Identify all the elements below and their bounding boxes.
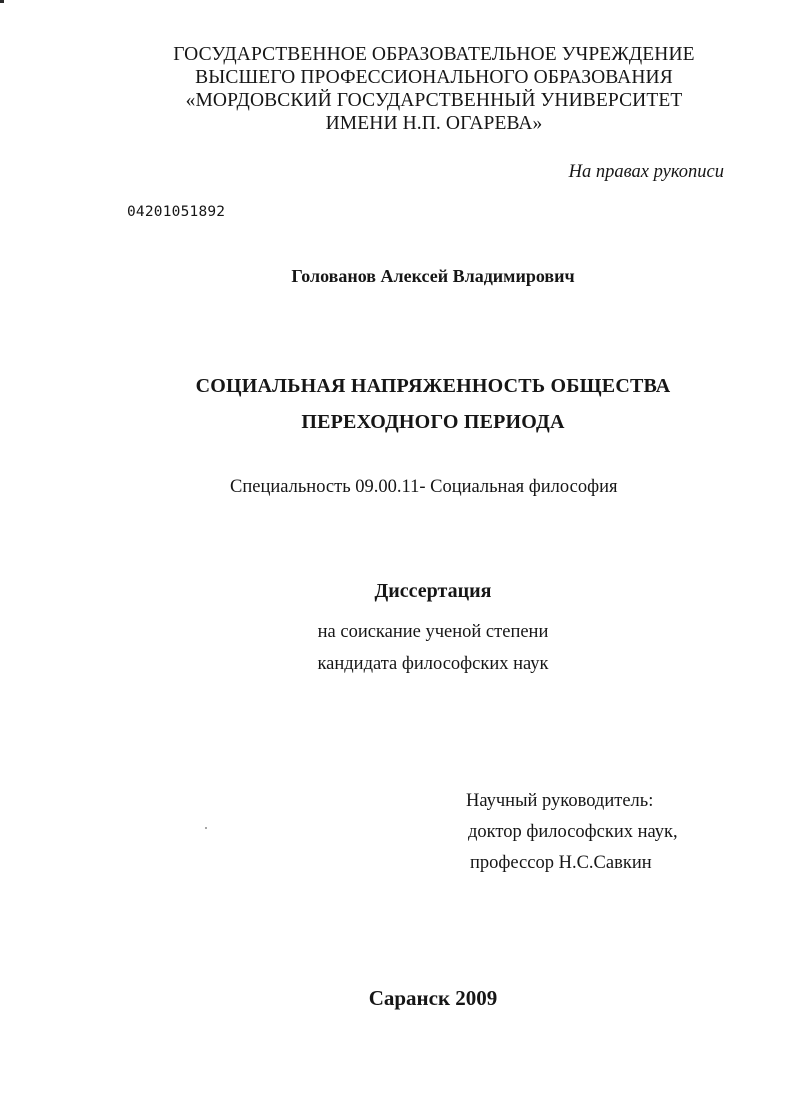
scan-artifact — [0, 0, 4, 3]
title-line: ПЕРЕХОДНОГО ПЕРИОДА — [301, 411, 565, 433]
supervisor-label: Научный руководитель: — [466, 791, 654, 811]
institution-line: ИМЕНИ Н.П. ОГАРЕВА» — [325, 113, 543, 134]
degree-info — [300, 616, 566, 680]
author-name: Голованов Алексей Владимирович — [291, 266, 575, 286]
supervisor-name: профессор Н.С.Савкин — [470, 853, 652, 873]
document-type: Диссертация — [374, 580, 492, 602]
scan-artifact — [205, 827, 207, 829]
supervisor-degree: доктор философских наук, — [468, 822, 678, 842]
dissertation-title — [170, 368, 696, 440]
institution-line: ГОСУДАРСТВЕННОЕ ОБРАЗОВАТЕЛЬНОЕ УЧРЕЖДЕНИЕ — [173, 44, 695, 65]
institution-line: ВЫСШЕГО ПРОФЕССИОНАЛЬНОГО ОБРАЗОВАНИЯ — [195, 67, 673, 88]
specialty: Специальность 09.00.11- Социальная философия — [230, 477, 618, 497]
degree-line: кандидата философских наук — [317, 654, 549, 674]
rights-note: На правах рукописи — [568, 162, 724, 182]
supervisor-block — [466, 786, 678, 879]
inventory-number: 04201051892 — [127, 204, 226, 220]
title-line: СОЦИАЛЬНАЯ НАПРЯЖЕННОСТЬ ОБЩЕСТВА — [195, 375, 671, 397]
city-year: Саранск 2009 — [368, 986, 498, 1010]
institution-header — [150, 43, 718, 135]
degree-line: на соискание ученой степени — [317, 622, 549, 642]
institution-line: «МОРДОВСКИЙ ГОСУДАРСТВЕННЫЙ УНИВЕРСИТЕТ — [185, 90, 683, 111]
